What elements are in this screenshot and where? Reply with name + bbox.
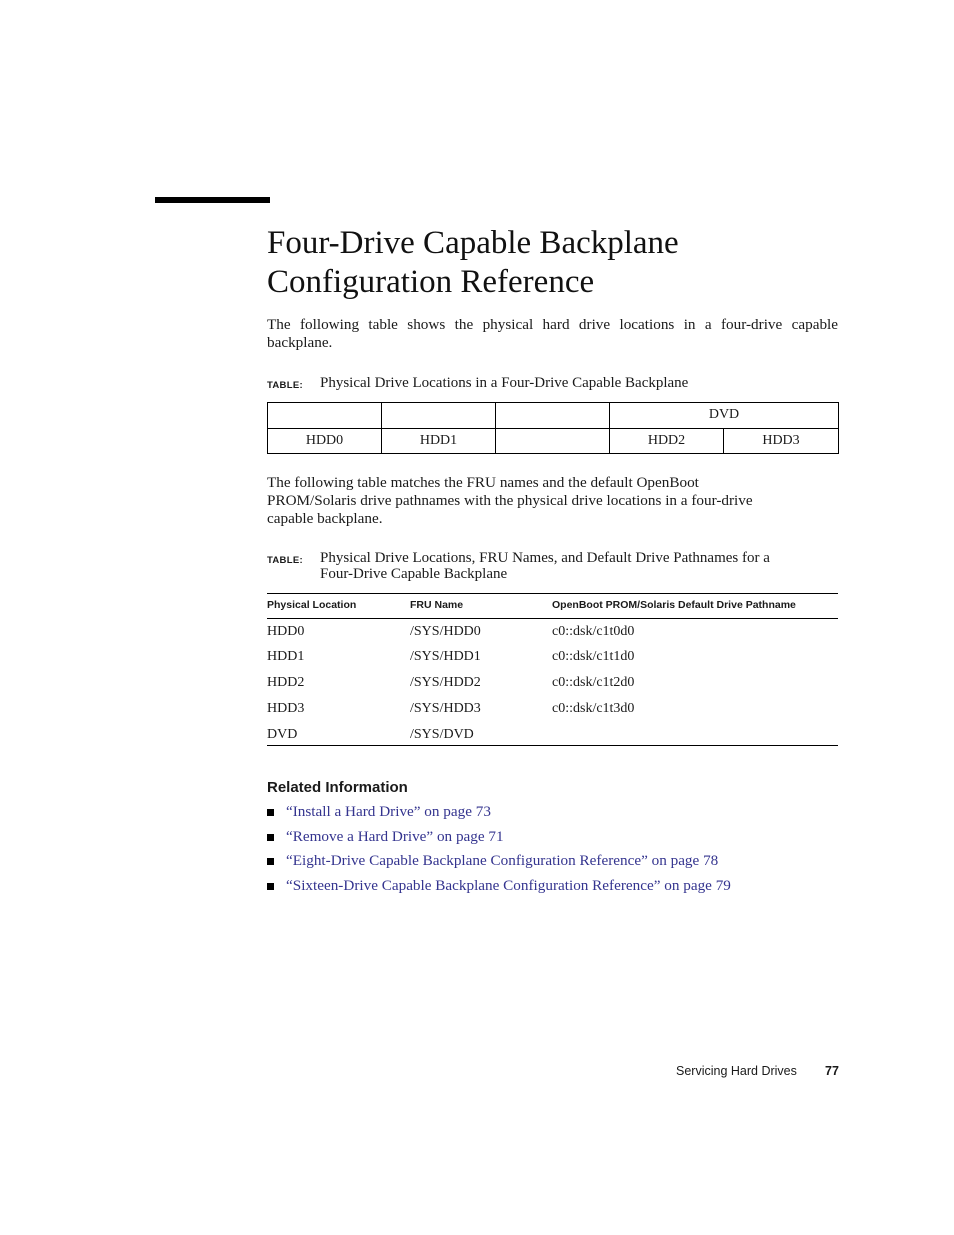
table2-caption-line-1: Physical Drive Locations, FRU Names, and Default Drive Pathnames for a: [320, 550, 770, 566]
table-cell: HDD1: [267, 649, 305, 664]
table-header-rule: [267, 618, 838, 619]
table-cell: c0::dsk/c1t3d0: [552, 701, 635, 716]
link-eight-drive-reference[interactable]: “Eight-Drive Capable Backplane Configuration Reference” on page 78: [286, 852, 719, 869]
table-cell: DVD: [267, 727, 298, 742]
table-top-rule: [267, 593, 838, 594]
table-cell-hdd2: HDD2: [610, 428, 724, 454]
related-information-heading: Related Information: [267, 779, 408, 796]
table2-caption: [267, 550, 838, 584]
table-cell: c0::dsk/c1t2d0: [552, 675, 635, 690]
table-cell-hdd0: HDD0: [268, 428, 382, 454]
link-sixteen-drive-reference[interactable]: “Sixteen-Drive Capable Backplane Configuration Reference” on page 79: [286, 876, 731, 894]
table-cell: c0::dsk/c1t1d0: [552, 649, 635, 664]
table1-caption-text: Physical Drive Locations in a Four-Drive Capable Backplane: [320, 375, 689, 391]
bullet-icon: [267, 809, 274, 816]
chapter-rule: [155, 197, 270, 203]
footer-page-number: 77: [825, 1064, 839, 1078]
table-cell-hdd1: HDD1: [382, 428, 496, 454]
header-default-pathname: OpenBoot PROM/Solaris Default Drive Pathname: [552, 599, 796, 611]
table-cell: HDD2: [267, 675, 305, 690]
footer-section-title: Servicing Hard Drives: [676, 1064, 797, 1078]
header-physical-location: Physical Location: [267, 599, 357, 611]
table-cell: [496, 428, 610, 454]
table-cell: /SYS/HDD0: [410, 624, 481, 639]
table-row: [268, 403, 839, 429]
table1-tag: TABLE:: [267, 380, 303, 391]
table-cell-dvd: DVD: [610, 403, 839, 429]
table1-caption: [267, 375, 838, 393]
table2-caption-text: [320, 550, 820, 582]
table-cell: /SYS/DVD: [410, 727, 474, 742]
bullet-icon: [267, 858, 274, 865]
header-fru-name: FRU Name: [410, 599, 464, 611]
table-cell-hdd3: HDD3: [724, 428, 839, 454]
middle-line-3: capable backplane.: [267, 510, 383, 527]
table-cell: HDD3: [267, 701, 305, 716]
bullet-icon: [267, 834, 274, 841]
middle-line-1: The following table matches the FRU names and the default OpenBoot: [267, 474, 699, 491]
table-cell: /SYS/HDD3: [410, 701, 481, 716]
table-cell: c0::dsk/c1t0d0: [552, 624, 635, 639]
table-cell: [382, 403, 496, 429]
title-line-1: Four-Drive Capable Backplane: [267, 225, 679, 261]
middle-paragraph: [267, 474, 838, 528]
table-cell: [496, 403, 610, 429]
link-remove-hard-drive[interactable]: “Remove a Hard Drive” on page 71: [286, 827, 504, 845]
table2-tag: TABLE:: [267, 555, 303, 566]
title-line-2: Configuration Reference: [267, 264, 595, 300]
table-bottom-rule: [267, 745, 838, 746]
table-cell: [268, 403, 382, 429]
table-cell: HDD0: [267, 624, 305, 639]
page-title: [267, 224, 867, 302]
table2-caption-line-2: Four-Drive Capable Backplane: [320, 566, 508, 582]
table-cell: /SYS/HDD2: [410, 675, 481, 690]
link-install-hard-drive[interactable]: “Install a Hard Drive” on page 73: [286, 803, 491, 820]
bullet-icon: [267, 883, 274, 890]
table-row: [268, 428, 839, 454]
middle-line-2: PROM/Solaris drive pathnames with the physical drive locations in a four-drive: [267, 492, 753, 509]
intro-paragraph: The following table shows the physical hard drive locations in a four-drive capable backplane.: [267, 316, 838, 351]
table-cell: /SYS/HDD1: [410, 649, 481, 664]
drive-location-table: [267, 402, 839, 454]
